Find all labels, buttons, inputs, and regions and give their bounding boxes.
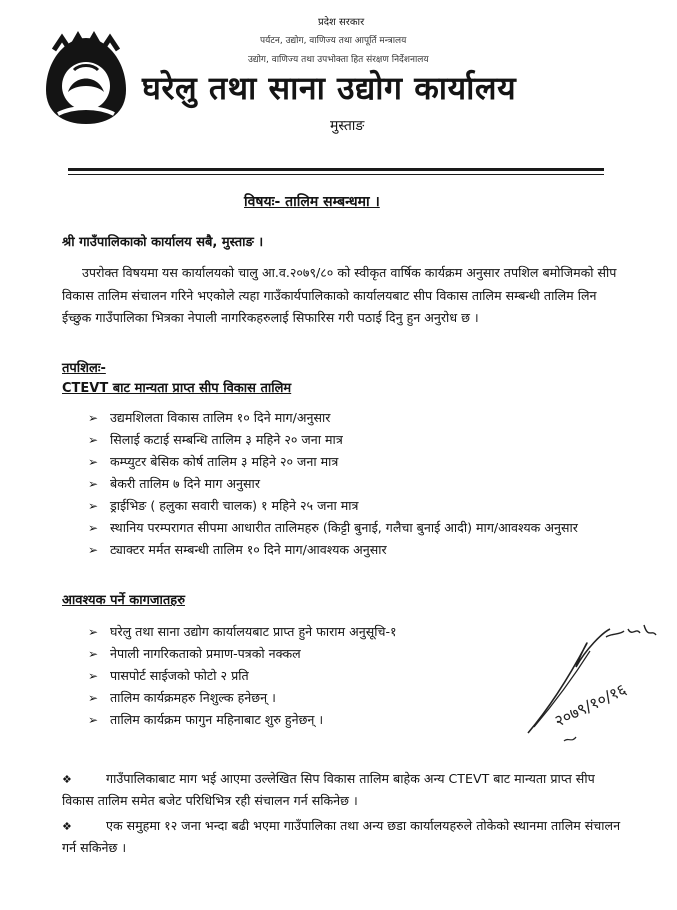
arrow-right-icon: ➢ [88, 647, 99, 661]
letter-addressee: श्री गाउँपालिकाको कार्यालय सबै, मुस्ताङ । [62, 235, 264, 250]
letterhead-divider [68, 168, 604, 171]
district-name: मुस्ताङ [330, 118, 365, 134]
list-item: ➢ उद्यमशिलता विकास तालिम १० दिने माग/अनुसार [88, 407, 633, 429]
list-item: ➢ ड्राईभिङ ( हलुका सवारी चालक) १ महिने २५ जना मात्र [88, 495, 633, 517]
note-paragraph: ❖ गाउँपालिकाबाट माग भई आएमा उल्लेखित सिप विकास तालिम बाहेक अन्य CTEVT बाट मान्यता प्राप्त सीप विकास तालिम समेत बजेट परिधिभित्र रही संचालन गर्न सकिनेछ । [62, 771, 595, 808]
arrow-right-icon: ➢ [88, 433, 99, 447]
list-item: ➢ कम्प्युटर बेसिक कोर्ष तालिम ३ महिने २० जना मात्र [88, 451, 633, 473]
diamond-bullet-icon: ❖ [62, 820, 72, 833]
letter-subject: विषयः- तालिम सम्बन्धमा । [244, 194, 380, 210]
note-paragraph: ❖ एक समुहमा १२ जना भन्दा बढी भएमा गाउँपालिका तथा अन्य छडा कार्यालयहरुले तोकेको स्थानमा तालिम संचालन गर्न सकिनेछ । [62, 818, 621, 855]
list-item: ➢ स्थानिय परम्परागत सीपमा आधारीत तालिमहरु (किट्टी बुनाई, गलैचा बुनाई आदी) माग/आवश्यक अनुसार [88, 517, 633, 539]
arrow-right-icon: ➢ [88, 411, 99, 425]
list-item: ➢ तालिम कार्यक्रम फागुन महिनाबाट शुरु हुनेछन् । [88, 709, 518, 731]
arrow-right-icon: ➢ [88, 521, 99, 535]
list-item: ➢ ट्याक्टर मर्मत सम्बन्धी तालिम १० दिने माग/आवश्यक अनुसार [88, 539, 633, 561]
office-name: घरेलु तथा साना उद्योग कार्यालय [142, 69, 517, 107]
letter-intro: उपरोक्त विषयमा यस कार्यालयको चालु आ.व.२०७९/८० को स्वीकृत वार्षिक कार्यक्रम अनुसार तपशिल बमोजिमको सीप विकास तालिम संचालन गरिने भएकोले त्यहा गाउँकार्यपालिकाको कार्यालयबाट सीप विकास तालिम सम्बन्धी तालिम लिन ईच्छुक गाउँपालिका भित्रका नेपाली नागरिकहरुलाई सिफारिस गरी पठाई दिनु हुन अनुरोध छ । [62, 265, 617, 325]
government-name: प्रदेश सरकार [318, 17, 365, 28]
arrow-right-icon: ➢ [88, 713, 99, 727]
arrow-right-icon: ➢ [88, 499, 99, 513]
trainings-list [88, 407, 633, 561]
arrow-right-icon: ➢ [88, 455, 99, 469]
ministry-name: पर्यटन, उद्योग, वाणिज्य तथा आपूर्ति मन्त्रालय [260, 36, 407, 46]
list-item: ➢ बेकरी तालिम ७ दिने माग अनुसार [88, 473, 633, 495]
trainings-heading: CTEVT बाट मान्यता प्राप्त सीप विकास तालिम [62, 381, 292, 396]
arrow-right-icon: ➢ [88, 543, 99, 557]
list-item: ➢ पासपोर्ट साईजको फोटो २ प्रति [88, 665, 518, 687]
signature-mark [520, 615, 670, 750]
arrow-right-icon: ➢ [88, 691, 99, 705]
arrow-right-icon: ➢ [88, 625, 99, 639]
signature-date: २०७९/१०/१६ [551, 679, 630, 731]
arrow-right-icon: ➢ [88, 669, 99, 683]
list-item: ➢ तालिम कार्यक्रमहरु निशुल्क हनेछन् । [88, 687, 518, 709]
details-heading: तपशिलः- [62, 361, 106, 376]
letterhead-divider-thin [68, 174, 604, 175]
nepal-emblem-icon [40, 30, 132, 126]
list-item: ➢ सिलाई कटाई सम्बन्धि तालिम ३ महिने २० जना मात्र [88, 429, 633, 451]
list-item: ➢ नेपाली नागरिकताको प्रमाण-पत्रको नक्कल [88, 643, 518, 665]
documents-heading: आवश्यक पर्ने कागजातहरु [62, 593, 185, 608]
arrow-right-icon: ➢ [88, 477, 99, 491]
list-item: ➢ घरेलु तथा साना उद्योग कार्यालयबाट प्राप्त हुने फाराम अनुसूचि-१ [88, 621, 518, 643]
diamond-bullet-icon: ❖ [62, 773, 72, 786]
directorate-name: उद्योग, वाणिज्य तथा उपभोक्ता हित संरक्षण निर्देशनालय [248, 55, 429, 65]
documents-list [88, 621, 518, 731]
